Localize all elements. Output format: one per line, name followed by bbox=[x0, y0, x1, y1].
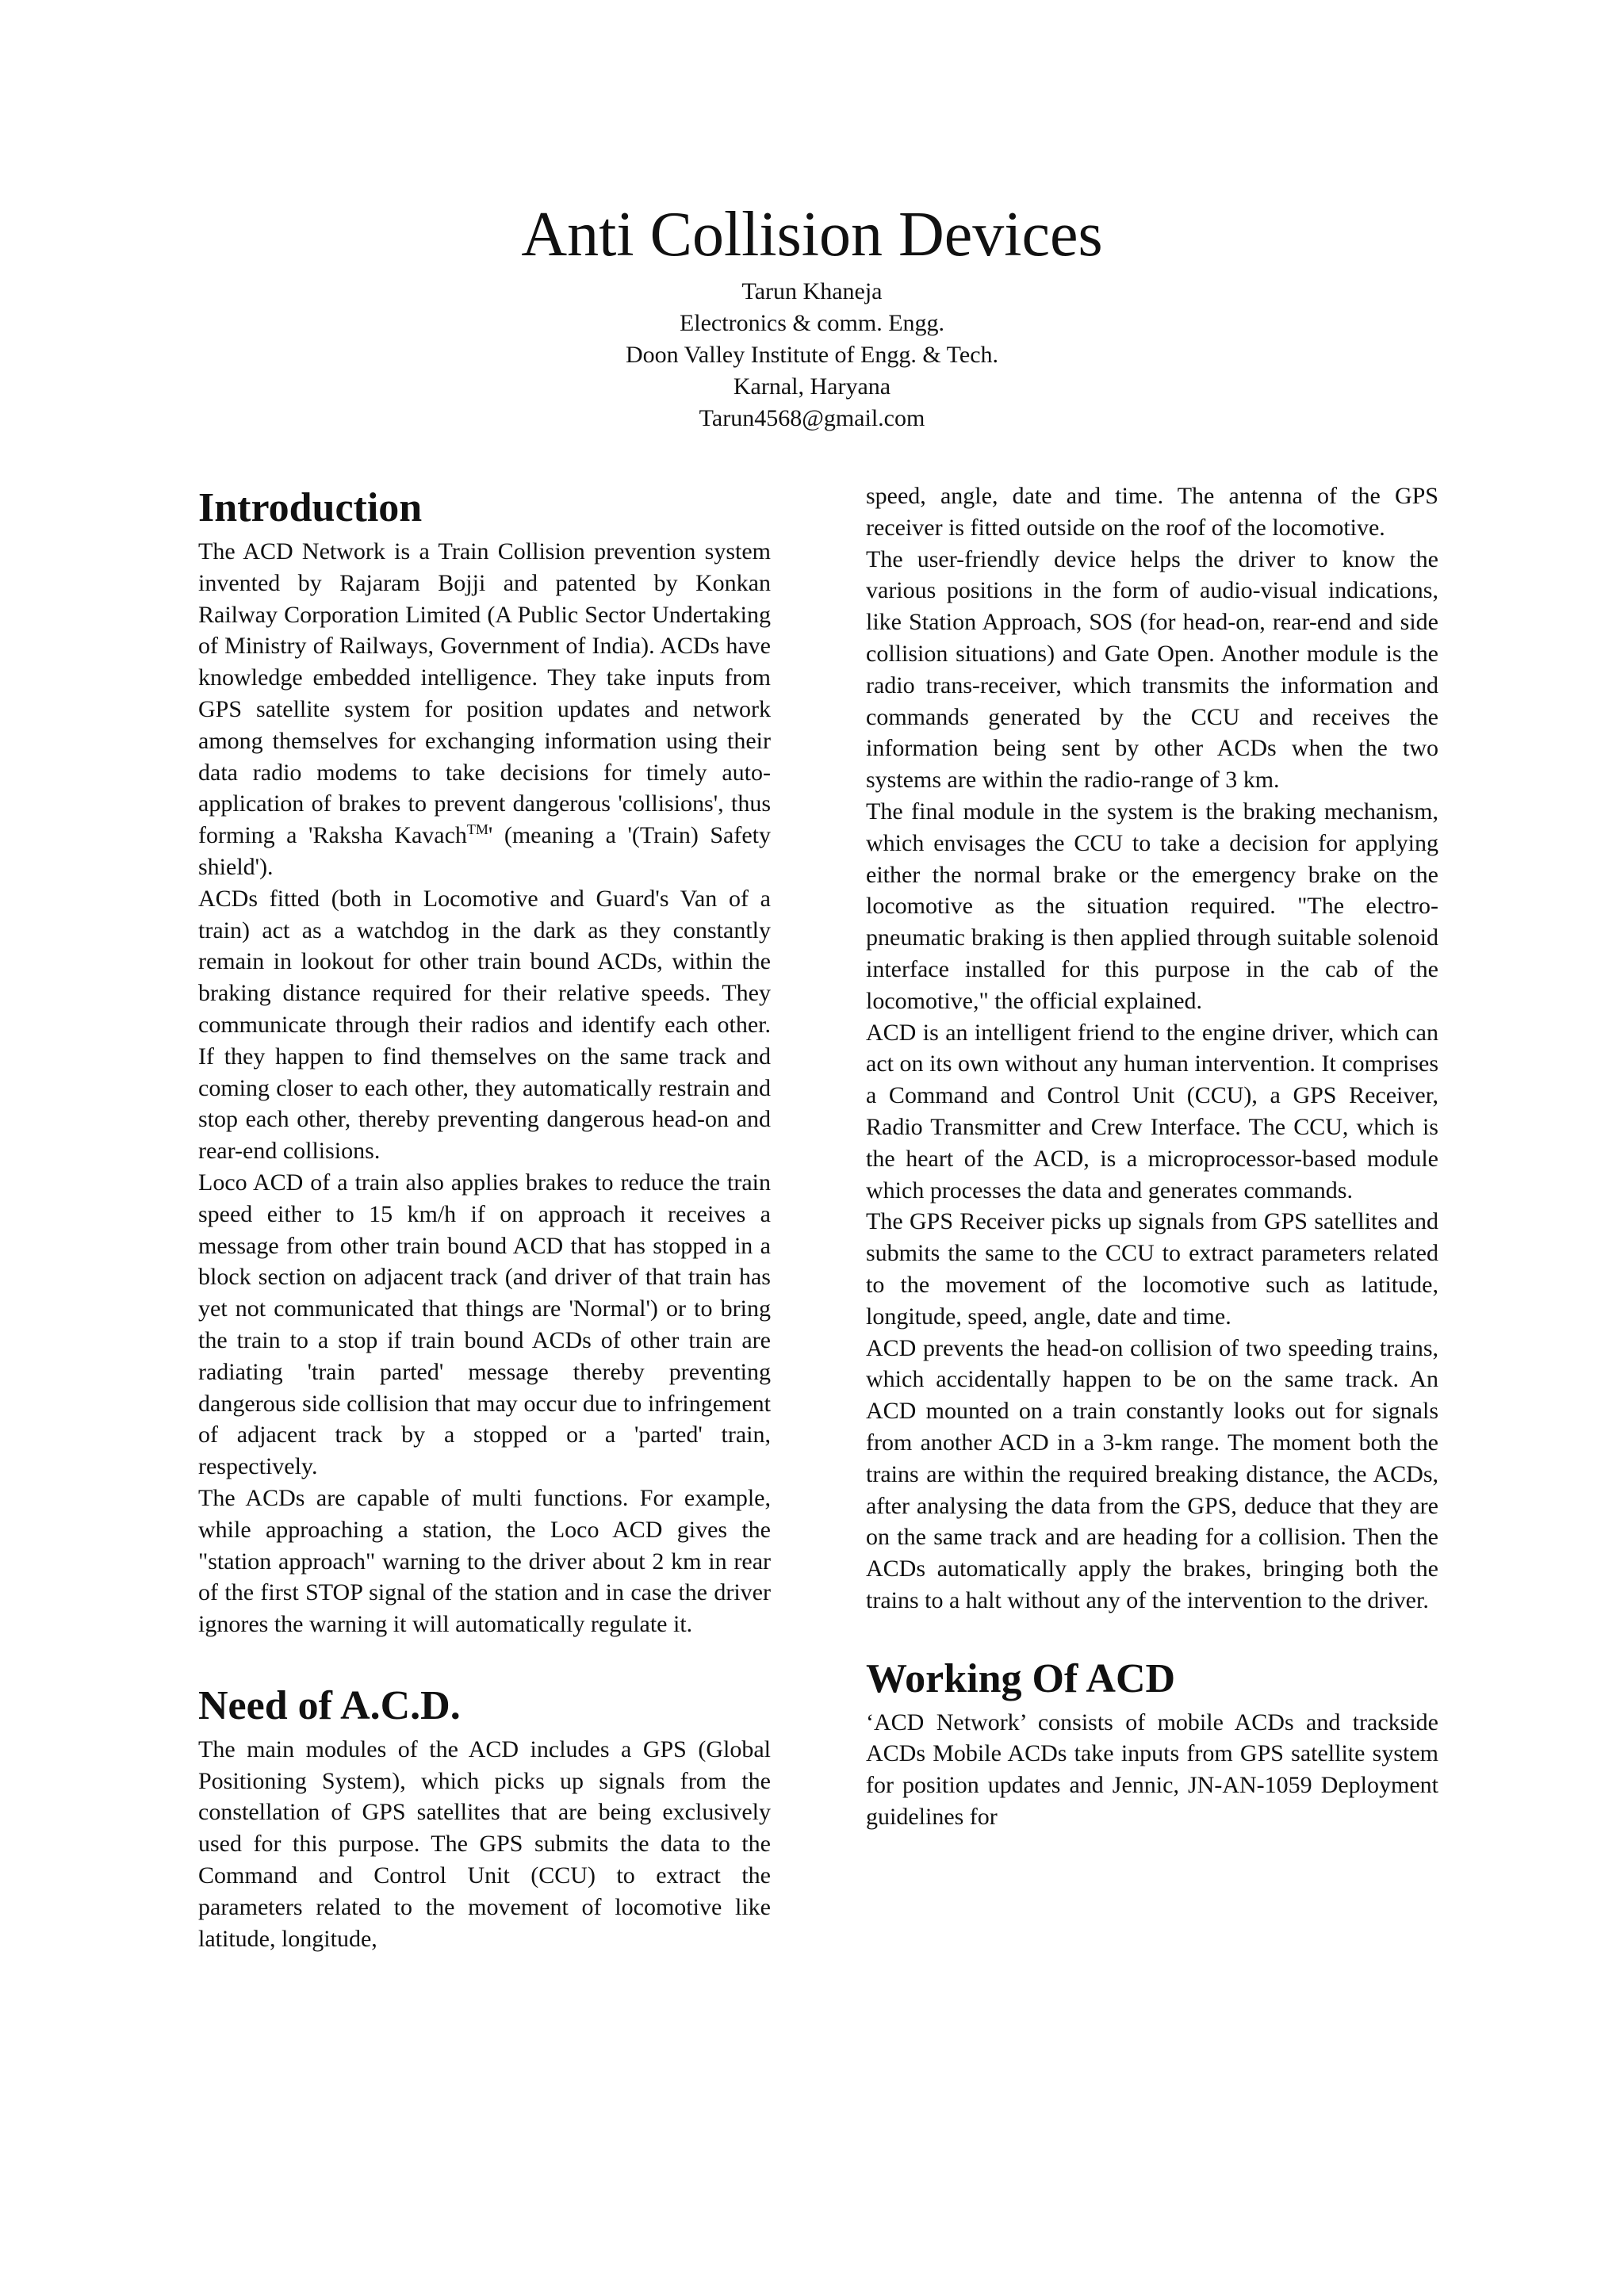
right-paragraph-1: speed, angle, date and time. The antenna of the GPS receiver is fitted outside on the roof of the locomotive. bbox=[866, 483, 1438, 541]
section-heading-need-of-acd: Need of A.C.D. bbox=[198, 1682, 461, 1728]
section-spacer bbox=[198, 1640, 771, 1678]
trademark-superscript: TM bbox=[466, 821, 488, 838]
author-location: Karnal, Haryana bbox=[733, 373, 891, 400]
working-paragraph-1: ‘ACD Network’ consists of mobile ACDs and trackside ACDs Mobile ACDs take inputs from GPS satellite system for position updates and Jennic, JN-AN-1059 Deployment guidelines for bbox=[866, 1709, 1438, 1831]
intro-paragraph-2: ACDs fitted (both in Locomotive and Guard's Van of a train) act as a watchdog in the dark as they constantly remain in lookout for other train bound ACDs, within the braking distance required for their relative speeds. They communicate through their radios and identify each other. If they happen to find themselves on the same track and coming closer to each other, they automatically restrain and stop each other, thereby preventing dangerous head-on and rear-end collisions. bbox=[198, 885, 771, 1165]
intro-paragraph-1-tail: ' (meaning a '(Train) Safety shield'). bbox=[198, 822, 771, 880]
paper-header bbox=[0, 197, 1624, 434]
author-department: Electronics & comm. Engg. bbox=[679, 310, 945, 336]
section-heading-introduction: Introduction bbox=[198, 485, 423, 530]
right-paragraph-2: The user-friendly device helps the driver to know the various positions in the form of audio-visual indications, like Station Approach, SOS (for head-on, rear-end and side collision situations) and Gate Open. Another module is the radio trans-receiver, which transmits the information and commands generated by the CCU and receives the information being sent by other ACDs when the two systems are within the radio-range of 3 km. bbox=[866, 545, 1438, 794]
right-column bbox=[866, 480, 1438, 1833]
intro-paragraph-4: The ACDs are capable of multi functions. For example, while approaching a station, the Loco ACD gives the "station approach" warning to the driver about 2 km in rear of the first STOP signal of the station and in case the driver ignores the warning it will automatically regulate it. bbox=[198, 1484, 771, 1638]
intro-paragraph-3: Loco ACD of a train also applies brakes to reduce the train speed either to 15 km/h if on approach it receives a message from other train bound ACD that has stopped in a block section on adjacent track (and driver of that train has yet not communicated that things are 'Normal') or to bring the train to a stop if train bound ACDs of other train are radiating 'train parted' message thereby preventing dangerous side collision that may occur due to infringement of adjacent track by a stopped or a 'parted' train, respectively. bbox=[198, 1169, 771, 1480]
right-paragraph-4: ACD is an intelligent friend to the engine driver, which can act on its own without any human intervention. It comprises a Command and Control Unit (CCU), a GPS Receiver, Radio Transmitter and Crew Interface. The CCU, which is the heart of the ACD, is a microprocessor-based module which processes the data and generates commands. bbox=[866, 1019, 1438, 1203]
section-heading-working-of-acd: Working Of ACD bbox=[866, 1655, 1176, 1701]
left-column bbox=[198, 480, 771, 1954]
author-email: Tarun4568@gmail.com bbox=[699, 405, 925, 431]
right-paragraph-6: ACD prevents the head-on collision of two speeding trains, which accidentally happen to be on the same track. An ACD mounted on a train constantly looks out for signals from another ACD in a 3-km range. The moment both the trains are within the required breaking distance, the ACDs, after analysing the data from the GPS, deduce that they are on the same track and are heading for a collision. Then the ACDs automatically apply the brakes, bringing both the trains to a halt without any of the intervention to the driver. bbox=[866, 1334, 1438, 1613]
right-paragraph-5: The GPS Receiver picks up signals from GPS satellites and submits the same to the CCU to extract parameters related to the movement of the locomotive such as latitude, longitude, speed, angle, date and time. bbox=[866, 1208, 1438, 1330]
right-paragraph-3: The final module in the system is the braking mechanism, which envisages the CCU to take a decision for applying either the normal brake or the emergency brake on the locomotive as the situation required. "The electro-pneumatic braking is then applied through suitable solenoid interface installed for this purpose in the cab of the locomotive," the official explained. bbox=[866, 798, 1438, 1014]
section-spacer bbox=[866, 1617, 1438, 1651]
intro-paragraph-1 bbox=[198, 536, 771, 883]
author-institute: Doon Valley Institute of Engg. & Tech. bbox=[625, 342, 999, 368]
paper-title: Anti Collision Devices bbox=[521, 200, 1103, 270]
need-paragraph-1: The main modules of the ACD includes a GPS (Global Positioning System), which picks up signals from the constellation of GPS satellites that are being exclusively used for this purpose. The GPS submits the data to the Command and Control Unit (CCU) to extract the parameters related to the movement of locomotive like latitude, longitude, bbox=[198, 1735, 771, 1952]
author-name: Tarun Khaneja bbox=[741, 278, 883, 304]
intro-paragraph-1-text: The ACD Network is a Train Collision prevention system invented by Rajaram Bojji and patented by Konkan Railway Corporation Limited (A Public Sector Undertaking of Ministry of Railways, Government of India). ACDs have knowledge embedded intelligence. They take inputs from GPS satellite system for position updates and network among themselves for exchanging information using their data radio modems to take decisions for timely auto-application of brakes to prevent dangerous 'collisions', thus forming a 'Raksha Kavach bbox=[198, 538, 771, 849]
